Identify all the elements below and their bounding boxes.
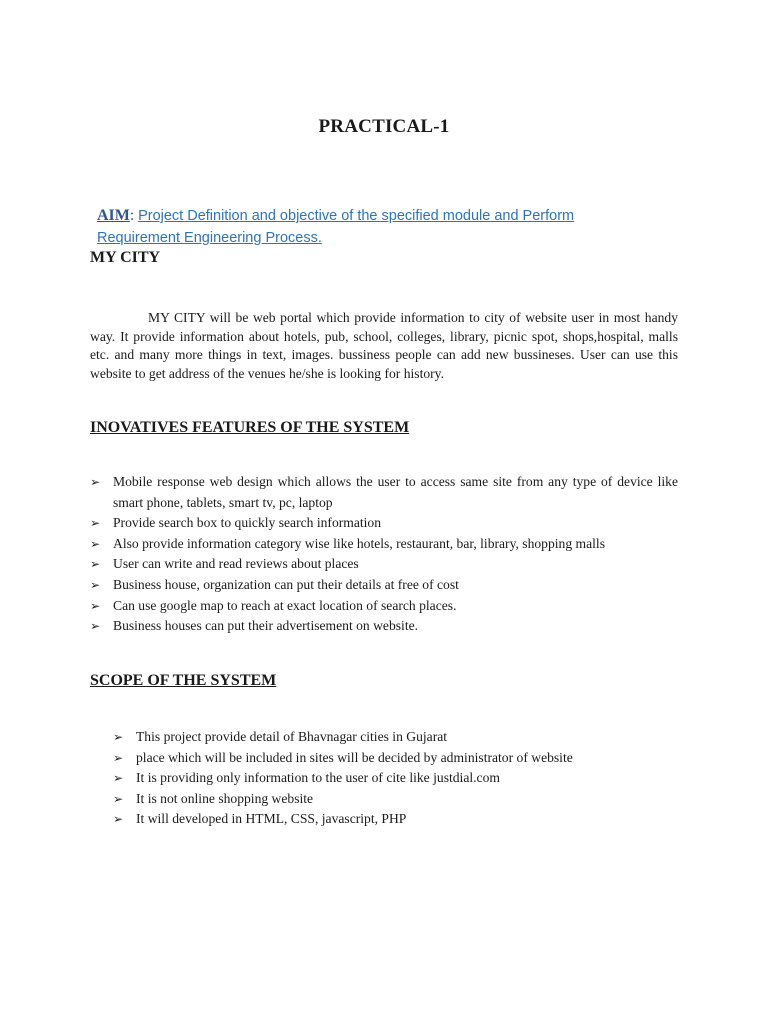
list-item <box>90 472 678 513</box>
list-item-text: It is not online shopping website <box>136 790 314 806</box>
list-item-text: Provide search box to quickly search information <box>113 515 382 531</box>
arrowhead-bullet-icon: ➢ <box>90 598 101 613</box>
arrowhead-bullet-icon: ➢ <box>90 516 101 531</box>
my-city-paragraph: MY CITY will be web portal which provide information to city of website user in most handy way. It provide information about hotels, pub, school, colleges, library, picnic spot, shops,hospital, malls etc. and many more things in text, images. bussiness people can add new bussineses. User can use this website to get address of the venues he/she is looking for history. <box>90 310 678 381</box>
arrowhead-bullet-icon: ➢ <box>113 812 124 827</box>
arrowhead-bullet-icon: ➢ <box>90 619 101 634</box>
list-item <box>113 768 653 789</box>
arrowhead-bullet-icon: ➢ <box>90 536 101 551</box>
list-item-text: Mobile response web design which allows the user to access same site from any type of device like smart phone, tablets, smart tv, pc, laptop <box>113 474 678 510</box>
list-item <box>113 748 653 769</box>
aim-statement <box>97 205 657 249</box>
arrowhead-bullet-icon: ➢ <box>113 730 124 744</box>
list-item <box>90 534 678 555</box>
list-item-text: It will developed in HTML, CSS, javascript, PHP <box>136 811 407 827</box>
list-item <box>90 513 678 534</box>
features-list <box>90 472 678 637</box>
aim-separator: : <box>129 207 135 224</box>
list-item <box>90 554 678 575</box>
aim-text: Project Definition and objective of the specified module and Perform Requirement Engineering Process. <box>97 208 575 246</box>
list-item-text: place which will be included in sites will be decided by administrator of website <box>136 749 573 765</box>
list-item-text: Business houses can put their advertisement on website. <box>113 618 419 634</box>
list-item-text: This project provide detail of Bhavnagar cities in Gujarat <box>136 729 448 744</box>
scope-heading: SCOPE OF THE SYSTEM <box>90 672 277 689</box>
list-item <box>113 809 653 830</box>
arrowhead-bullet-icon: ➢ <box>113 771 124 786</box>
list-item <box>113 789 653 810</box>
list-item-text: It is providing only information to the user of cite like justdial.com <box>136 770 500 786</box>
list-item <box>113 727 653 748</box>
list-item-text: Business house, organization can put their details at free of cost <box>113 576 459 592</box>
arrowhead-bullet-icon: ➢ <box>113 750 124 765</box>
features-heading: INOVATIVES FEATURES OF THE SYSTEM <box>90 419 410 436</box>
list-item <box>90 616 678 637</box>
aim-label: AIM <box>97 207 130 224</box>
page-title: PRACTICAL-1 <box>318 116 450 137</box>
arrowhead-bullet-icon: ➢ <box>90 577 101 592</box>
my-city-heading: MY CITY <box>90 249 161 266</box>
list-item-text: Can use google map to reach at exact location of search places. <box>113 597 457 613</box>
list-item-text: Also provide information category wise like hotels, restaurant, bar, library, shopping malls <box>113 535 605 551</box>
list-item <box>90 575 678 596</box>
arrowhead-bullet-icon: ➢ <box>90 557 101 572</box>
arrowhead-bullet-icon: ➢ <box>90 475 101 489</box>
list-item-text: User can write and read reviews about places <box>113 556 359 572</box>
list-item <box>90 596 678 617</box>
arrowhead-bullet-icon: ➢ <box>113 791 124 806</box>
scope-list <box>113 727 653 830</box>
